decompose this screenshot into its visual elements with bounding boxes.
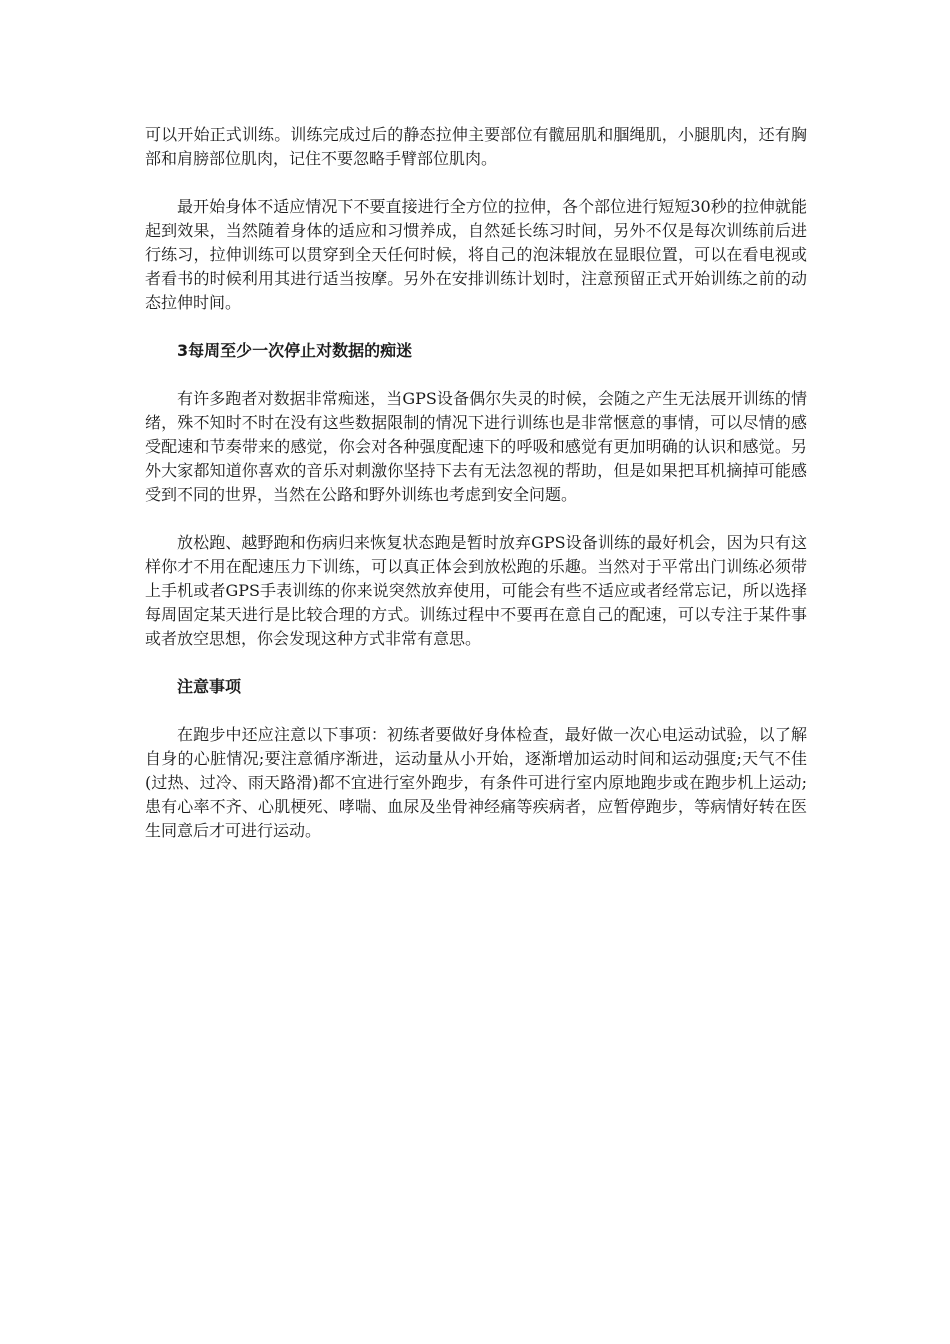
paragraph-spacer — [145, 315, 807, 339]
section-heading-precautions: 注意事项 — [177, 677, 242, 696]
paragraph-stretch-advice: 最开始身体不适应情况下不要直接进行全方位的拉伸，各个部位进行短短30秒的拉伸就能起到效果，当然随着身体的适应和习惯养成，自然延长练习时间，另外不仅是每次训练前后进行练习，拉伸训练可以贯穿到全天任何时候，将自己的泡沫辊放在显眼位置，可以在看电视或者看书的时候利用其进行适当按摩。另外在安排训练计划时，注意预留正式开始训练之前的动态拉伸时间。 — [145, 197, 807, 312]
section-heading-data-obsession: 3每周至少一次停止对数据的痴迷 — [177, 341, 413, 360]
paragraph-spacer — [145, 507, 807, 531]
paragraph-data-obsession: 有许多跑者对数据非常痴迷，当GPS设备偶尔失灵的时候，会随之产生无法展开训练的情绪，殊不知时不时在没有这些数据限制的情况下进行训练也是非常惬意的事情，可以尽情的感受配速和节奏带来的感觉，你会对各种强度配速下的呼吸和感觉有更加明确的认识和感觉。另外大家都知道你喜欢的音乐对刺激你坚持下去有无法忽视的帮助，但是如果把耳机摘掉可能感受到不同的世界，当然在公路和野外训练也考虑到安全问题。 — [145, 389, 807, 504]
paragraph-spacer — [145, 171, 807, 195]
document-body — [145, 123, 807, 843]
paragraph-spacer — [145, 651, 807, 675]
paragraph-spacer — [145, 699, 807, 723]
paragraph-gps-free-training: 放松跑、越野跑和伤病归来恢复状态跑是暂时放弃GPS设备训练的最好机会，因为只有这样你才不用在配速压力下训练，可以真正体会到放松跑的乐趣。当然对于平常出门训练必须带上手机或者GPS手表训练的你来说突然放弃使用，可能会有些不适应或者经常忘记，所以选择每周固定某天进行是比较合理的方式。训练过程中不要再在意自己的配速，可以专注于某件事或者放空思想，你会发现这种方式非常有意思。 — [145, 533, 807, 648]
paragraph-spacer — [145, 363, 807, 387]
paragraph-stretch-intro: 可以开始正式训练。训练完成过后的静态拉伸主要部位有髋屈肌和腘绳肌，小腿肌肉，还有胸部和肩膀部位肌肉，记住不要忽略手臂部位肌肉。 — [145, 125, 807, 168]
paragraph-precautions: 在跑步中还应注意以下事项：初练者要做好身体检查，最好做一次心电运动试验，以了解自身的心脏情况;要注意循序渐进，运动量从小开始，逐渐增加运动时间和运动强度;天气不佳(过热、过冷、雨天路滑)都不宜进行室外跑步，有条件可进行室内原地跑步或在跑步机上运动;患有心率不齐、心肌梗死、哮喘、血尿及坐骨神经痛等疾病者，应暂停跑步，等病情好转在医生同意后才可进行运动。 — [145, 725, 807, 840]
